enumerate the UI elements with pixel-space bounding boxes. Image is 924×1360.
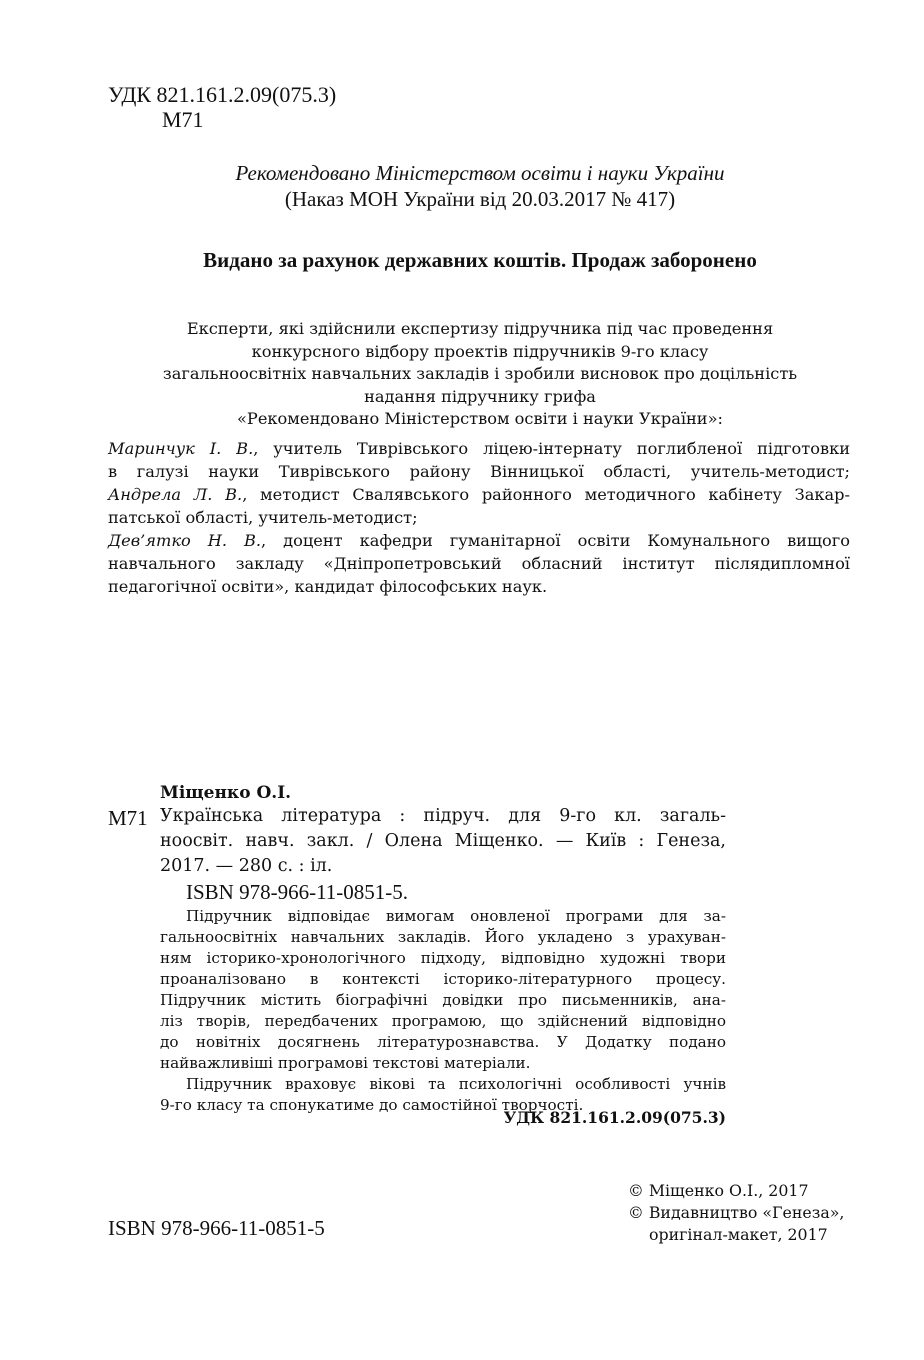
catalog-description <box>160 804 726 879</box>
expert-line <box>108 437 850 460</box>
udk-footer-code: УДК 821.161.2.09(075.3) <box>503 1108 726 1127</box>
expert-line: педагогічної освіти», кандидат філософських наук. <box>108 577 548 596</box>
state-funded-note: Видано за рахунок державних коштів. Продаж заборонено <box>203 248 757 272</box>
expert-entry <box>108 483 850 529</box>
annotation-line: гальноосвітніх навчальних закладів. Його укладено з урахуван- <box>160 928 726 946</box>
catalog-line: 2017. — 280 с. : іл. <box>160 856 333 876</box>
experts-intro-line: надання підручнику грифа <box>364 386 596 406</box>
annotation-line: Підручник відповідає вимогам оновленої програми для за- <box>186 907 726 925</box>
expert-entry <box>108 437 850 483</box>
expert-entry <box>108 529 850 598</box>
expert-line: в галузі науки Тиврівського району Вінницької області, учитель-методист; <box>108 462 850 481</box>
expert-name: Маринчук І. В. <box>108 439 254 458</box>
expert-line <box>108 529 850 552</box>
copyright-line: © Міщенко О.І., 2017 <box>628 1181 809 1200</box>
expert-name: Дев’ятко Н. В. <box>108 531 262 550</box>
annotation-line: до новітніх досягнень літературознавства. У Додатку подано <box>160 1033 726 1051</box>
udk-code: УДК 821.161.2.09(075.3) <box>108 82 337 107</box>
expert-details: , учитель Тиврівського ліцею-інтернату поглибленої підготовки <box>253 439 850 458</box>
expert-name: Андрела Л. В. <box>108 485 243 504</box>
expert-line <box>108 483 850 506</box>
annotation-line: ням історико-хронологічного підходу, відповідно художні твори <box>160 949 726 967</box>
catalog-line: Українська література : підруч. для 9-го кл. загаль- <box>160 806 726 826</box>
experts-intro <box>100 318 860 431</box>
order-reference: (Наказ МОН України від 20.03.2017 № 417) <box>284 187 676 211</box>
ministry-recommendation <box>100 160 860 212</box>
experts-intro-line: Експерти, які здійснили експертизу підручника під час проведення <box>186 319 774 338</box>
catalog-isbn: ISBN 978-966-11-0851-5. <box>186 880 409 904</box>
experts-intro-line: загальноосвітніх навчальних закладів і зробили висновок про доцільність <box>162 364 798 383</box>
annotation-line: Підручник враховує вікові та психологічні особливості учнів <box>186 1075 726 1093</box>
annotation-line: Підручник містить біографічні довідки про письменників, ана- <box>160 991 726 1009</box>
experts-intro-line: конкурсного відбору проектів підручників 9-го класу <box>251 341 709 361</box>
experts-list <box>108 437 850 598</box>
catalog-author: Міщенко О.І. <box>160 783 292 803</box>
copyright-block <box>628 1180 844 1246</box>
copyright-line: © Видавництво «Генеза», <box>628 1203 845 1222</box>
isbn-footer: ISBN 978-966-11-0851-5 <box>108 1216 325 1240</box>
annotation <box>160 906 726 1116</box>
copyright-line: оригінал-макет, 2017 <box>649 1225 828 1244</box>
expert-details: , методист Свалявського районного методичного кабінету Закар- <box>242 485 850 504</box>
annotation-line: найважливіші програмові текстові матеріали. <box>160 1054 531 1072</box>
author-sign: М71 <box>162 107 204 132</box>
catalog-line: ноосвіт. навч. закл. / Олена Міщенко. — Київ : Генеза, <box>160 831 726 851</box>
annotation-line: проаналізовано в контексті історико-літературного процесу. <box>160 970 726 988</box>
experts-intro-line: «Рекомендовано Міністерством освіти і науки України»: <box>237 409 723 428</box>
expert-line: патської області, учитель-методист; <box>108 508 418 527</box>
expert-details: , доцент кафедри гуманітарної освіти Комунального вищого <box>261 531 850 550</box>
catalog-sign: М71 <box>108 806 148 830</box>
annotation-line: 9-го класу та спонукатиме до самостійної творчості. <box>160 1096 584 1114</box>
udk-header <box>108 82 336 132</box>
expert-line: навчального закладу «Дніпропетровський обласний інститут післядипломної <box>108 554 850 573</box>
annotation-line: ліз творів, передбачених програмою, що здійснений відповідно <box>160 1012 726 1030</box>
recommendation-line: Рекомендовано Міністерством освіти і науки України <box>235 161 725 185</box>
